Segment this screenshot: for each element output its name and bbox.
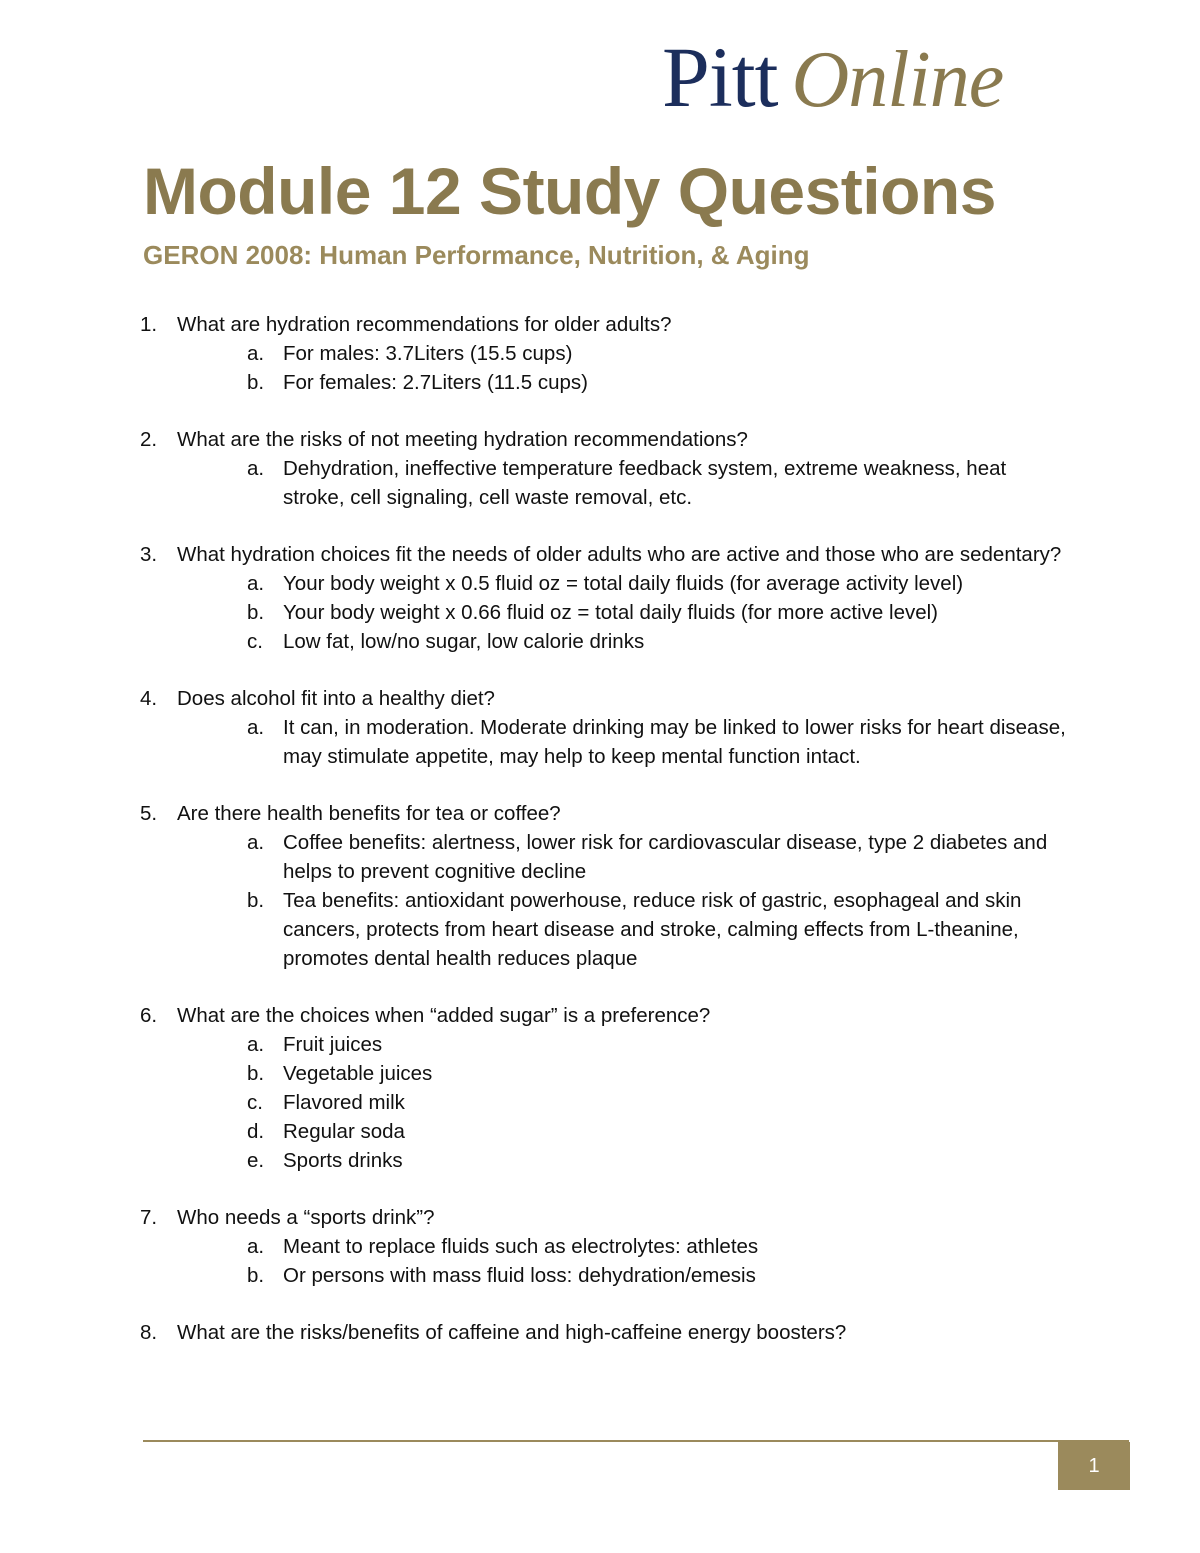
question-text: What are the risks/benefits of caffeine and high-caffeine energy boosters? bbox=[177, 1321, 847, 1344]
question-text: What are the risks of not meeting hydration recommendations? bbox=[177, 428, 748, 451]
answer-item bbox=[247, 368, 1070, 397]
answer-item bbox=[247, 1232, 1070, 1261]
answer-text: Tea benefits: antioxidant powerhouse, reduce risk of gastric, esophageal and skin cancers, protects from heart disease and stroke, calming effects from L-theanine, promotes dental health reduces plaque bbox=[283, 889, 1022, 970]
logo-suffix: Online bbox=[791, 36, 1004, 124]
question-text: What are hydration recommendations for older adults? bbox=[177, 313, 672, 336]
answer-text: Or persons with mass fluid loss: dehydration/emesis bbox=[283, 1264, 756, 1287]
question-body bbox=[177, 540, 1070, 656]
answer-item bbox=[247, 627, 1070, 656]
question-item bbox=[140, 1203, 1070, 1290]
question-text: What hydration choices fit the needs of older adults who are active and those who are sedentary? bbox=[177, 543, 1062, 566]
answer-item bbox=[247, 339, 1070, 368]
question-item bbox=[140, 1001, 1070, 1175]
answer-list bbox=[177, 713, 1070, 771]
answer-list bbox=[177, 1030, 1070, 1175]
answer-letter: b. bbox=[247, 1062, 265, 1085]
question-number: 6. bbox=[140, 1004, 158, 1027]
answer-text: Flavored milk bbox=[283, 1091, 405, 1114]
answer-text: It can, in moderation. Moderate drinking may be linked to lower risks for heart disease, may stimulate appetite, may help to keep mental function intact. bbox=[283, 716, 1066, 768]
answer-item bbox=[247, 569, 1070, 598]
answer-item bbox=[247, 454, 1070, 512]
answer-text: Regular soda bbox=[283, 1120, 405, 1143]
answer-text: Your body weight x 0.5 fluid oz = total daily fluids (for average activity level) bbox=[283, 572, 964, 595]
logo-brand: Pitt bbox=[662, 29, 778, 125]
answer-item bbox=[247, 1117, 1070, 1146]
page-number-box bbox=[1058, 1442, 1130, 1490]
question-number: 8. bbox=[140, 1321, 158, 1344]
answer-letter: d. bbox=[247, 1120, 265, 1143]
answer-item bbox=[247, 598, 1070, 627]
answer-list bbox=[177, 339, 1070, 397]
question-number: 3. bbox=[140, 543, 158, 566]
answer-letter: a. bbox=[247, 1235, 265, 1258]
question-text: What are the choices when “added sugar” is a preference? bbox=[177, 1004, 711, 1027]
question-number: 2. bbox=[140, 428, 158, 451]
answer-text: Your body weight x 0.66 fluid oz = total daily fluids (for more active level) bbox=[283, 601, 939, 624]
question-body bbox=[177, 799, 1070, 973]
answer-item bbox=[247, 1261, 1070, 1290]
question-number: 1. bbox=[140, 313, 158, 336]
question-body bbox=[177, 1318, 1070, 1347]
answer-text: Coffee benefits: alertness, lower risk for cardiovascular disease, type 2 diabetes and helps to prevent cognitive decline bbox=[283, 831, 1048, 883]
answer-text: Vegetable juices bbox=[283, 1062, 433, 1085]
answer-item bbox=[247, 713, 1070, 771]
answer-item bbox=[247, 828, 1070, 886]
answer-letter: b. bbox=[247, 371, 265, 394]
answer-list bbox=[177, 569, 1070, 656]
answer-list bbox=[177, 454, 1070, 512]
answer-letter: a. bbox=[247, 572, 265, 595]
question-body bbox=[177, 684, 1070, 771]
question-item bbox=[140, 425, 1070, 512]
answer-letter: b. bbox=[247, 889, 265, 912]
footer-divider bbox=[143, 1440, 1129, 1442]
page-title: Module 12 Study Questions bbox=[143, 154, 996, 228]
answer-item bbox=[247, 1088, 1070, 1117]
question-body bbox=[177, 425, 1070, 512]
question-item bbox=[140, 684, 1070, 771]
question-item bbox=[140, 1318, 1070, 1347]
question-item bbox=[140, 540, 1070, 656]
question-number: 4. bbox=[140, 687, 158, 710]
answer-item bbox=[247, 1146, 1070, 1175]
answer-letter: b. bbox=[247, 1264, 265, 1287]
answer-list bbox=[177, 828, 1070, 973]
answer-letter: c. bbox=[247, 1091, 263, 1114]
question-item bbox=[140, 799, 1070, 973]
question-body bbox=[177, 1203, 1070, 1290]
answer-item bbox=[247, 886, 1070, 973]
answer-letter: a. bbox=[247, 1033, 265, 1056]
answer-letter: a. bbox=[247, 716, 265, 739]
answer-list bbox=[177, 1232, 1070, 1290]
answer-text: Low fat, low/no sugar, low calorie drinks bbox=[283, 630, 645, 653]
answer-letter: e. bbox=[247, 1149, 265, 1172]
answer-text: Fruit juices bbox=[283, 1033, 383, 1056]
answer-letter: b. bbox=[247, 601, 265, 624]
course-subtitle: GERON 2008: Human Performance, Nutrition, & Aging bbox=[143, 240, 810, 270]
question-text: Does alcohol fit into a healthy diet? bbox=[177, 687, 495, 710]
answer-letter: a. bbox=[247, 457, 265, 480]
questions-list bbox=[140, 310, 1070, 1375]
answer-text: For males: 3.7Liters (15.5 cups) bbox=[283, 342, 573, 365]
pitt-online-logo bbox=[662, 29, 1004, 125]
question-body bbox=[177, 310, 1070, 397]
question-text: Are there health benefits for tea or coffee? bbox=[177, 802, 561, 825]
question-text: Who needs a “sports drink”? bbox=[177, 1206, 435, 1229]
answer-text: Sports drinks bbox=[283, 1149, 403, 1172]
question-number: 5. bbox=[140, 802, 158, 825]
answer-letter: a. bbox=[247, 831, 265, 854]
question-body bbox=[177, 1001, 1070, 1175]
answer-item bbox=[247, 1030, 1070, 1059]
question-number: 7. bbox=[140, 1206, 158, 1229]
answer-text: For females: 2.7Liters (11.5 cups) bbox=[283, 371, 588, 394]
answer-item bbox=[247, 1059, 1070, 1088]
question-item bbox=[140, 310, 1070, 397]
answer-text: Meant to replace fluids such as electrolytes: athletes bbox=[283, 1235, 759, 1258]
answer-letter: a. bbox=[247, 342, 265, 365]
answer-text: Dehydration, ineffective temperature feedback system, extreme weakness, heat stroke, cell signaling, cell waste removal, etc. bbox=[283, 457, 1007, 509]
page-number: 1 bbox=[1088, 1454, 1100, 1477]
answer-letter: c. bbox=[247, 630, 263, 653]
